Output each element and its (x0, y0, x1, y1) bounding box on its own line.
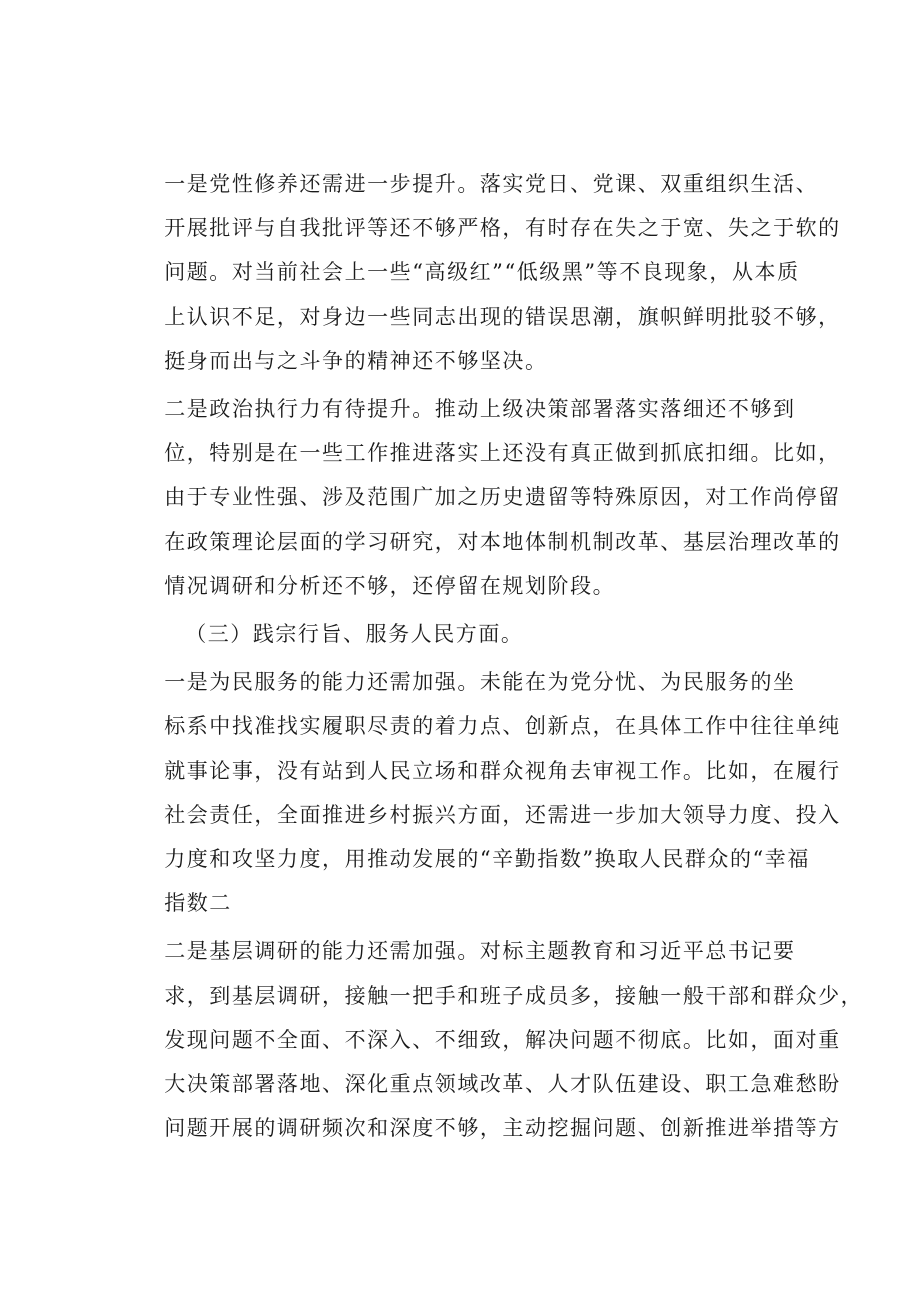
text-line: 标系中找准找实履职尽责的着力点、创新点，在具体工作中往往单纯 (164, 714, 841, 739)
section-heading (118, 612, 818, 656)
text-line: 发现问题不全面、不深入、不细致，解决问题不彻底。比如，面对重 (164, 1027, 841, 1052)
paragraph-party-spirit (118, 162, 841, 383)
paragraph-grassroots-research (118, 929, 864, 1150)
text-line: 一是党性修养还需进一步提升。落实党日、党课、双重组织生活、 (164, 172, 819, 196)
text-line: 指数二 (164, 891, 232, 916)
text-line: 二是基层调研的能力还需加强。对标主题教育和习近平总书记要 (164, 939, 796, 964)
text-line: 大决策部署落地、深化重点领域改革、人才队伍建设、职工急难愁盼 (164, 1072, 841, 1097)
text-line: 问题。对当前社会上一些“高级红”“低级黑”等不良现象，从本质 (164, 260, 800, 285)
document-body (118, 162, 864, 1154)
text-line: 力度和攻坚力度，用推动发展的“辛勤指数”换取人民群众的“幸福 (164, 847, 810, 872)
text-line: 上认识不足，对身边一些同志出现的错误思潮，旗帜鲜明批驳不够， (164, 304, 841, 329)
text-line: 在政策理论层面的学习研究，对本地体制机制改革、基层治理改革的 (164, 529, 841, 554)
text-line: 求，到基层调研，接触一把手和班子成员多，接触一般干部和群众少， (164, 983, 864, 1008)
text-line: 挺身而出与之斗争的精神还不够坚决。 (164, 348, 548, 373)
text-line: 开展批评与自我批评等还不够严格，有时存在失之于宽、失之于软的 (164, 216, 841, 241)
text-line: 由于专业性强、涉及范围广加之历史遗留等特殊原因，对工作尚停留 (164, 485, 841, 510)
text-line: 位，特别是在一些工作推进落实上还没有真正做到抓底扣细。比如， (164, 441, 841, 466)
text-line: 社会责任，全面推进乡村振兴方面，还需进一步加大领导力度、投入 (164, 802, 841, 827)
text-line: 问题开展的调研频次和深度不够，主动挖掘问题、创新推进举措等方 (164, 1116, 841, 1141)
paragraph-serving-people (118, 660, 841, 925)
paragraph-political-execution (118, 387, 841, 608)
text-line: 一是为民服务的能力还需加强。未能在为党分忧、为民服务的坐 (164, 670, 796, 695)
text-line: 情况调研和分析还不够，还停留在规划阶段。 (164, 573, 616, 598)
heading-text: （三）践宗行旨、服务人民方面。 (185, 622, 524, 647)
text-line: 就事论事，没有站到人民立场和群众视角去审视工作。比如，在履行 (164, 758, 841, 783)
text-line: 二是政治执行力有待提升。推动上级决策部署落实落细还不够到 (164, 397, 796, 422)
